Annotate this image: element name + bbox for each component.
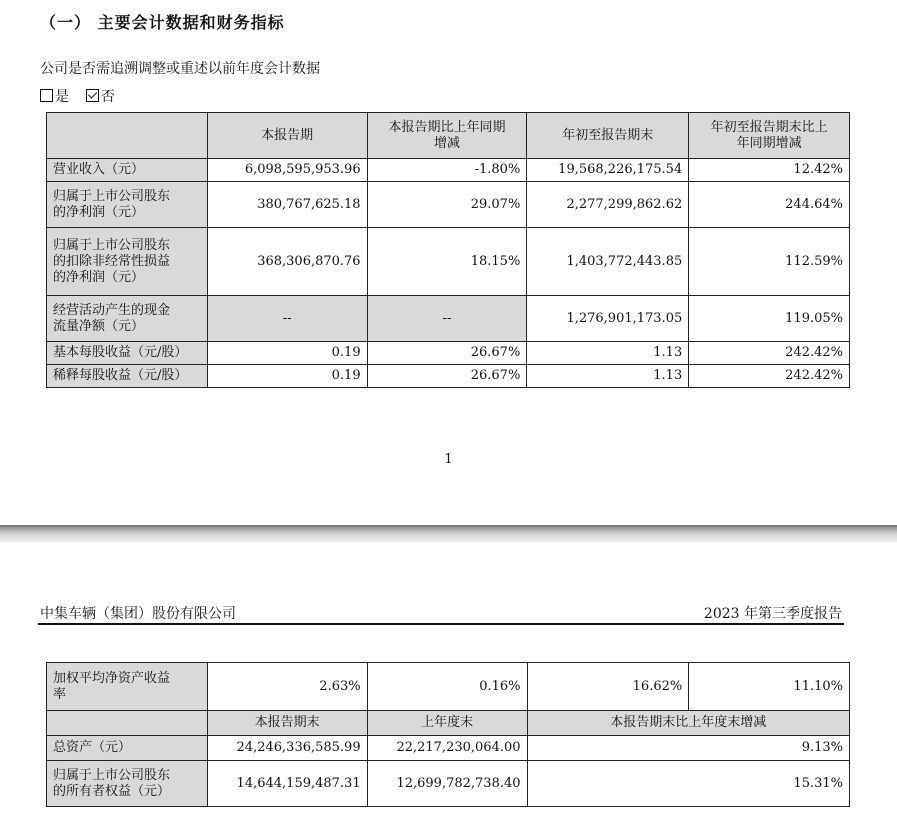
cell-value: 26.67% bbox=[367, 342, 527, 365]
section-title: （一） 主要会计数据和财务指标 bbox=[40, 13, 285, 32]
row-label: 稀释每股收益（元/股） bbox=[47, 365, 208, 388]
cell-value: 14,644,159,487.31 bbox=[207, 761, 367, 807]
cell-value: 6,098,595,953.96 bbox=[207, 159, 367, 182]
cell-value: 0.16% bbox=[367, 663, 527, 711]
footer-report-title: 2023 年第三季度报告 bbox=[703, 606, 842, 622]
row-label: 总资产（元） bbox=[47, 736, 208, 761]
cell-value: 242.42% bbox=[689, 342, 850, 365]
cell-value: 1,403,772,443.85 bbox=[527, 228, 689, 296]
footer-company: 中集车辆（集团）股份有限公司 bbox=[40, 606, 236, 622]
cell-value: 242.42% bbox=[689, 365, 850, 388]
cell-value: 2.63% bbox=[207, 663, 367, 711]
option-no-label: 否 bbox=[100, 89, 115, 105]
cell-value: 9.13% bbox=[527, 736, 849, 761]
cell-value: 12.42% bbox=[689, 159, 850, 182]
cell-value: 12,699,782,738.40 bbox=[367, 761, 527, 807]
cell-value: 15.31% bbox=[527, 761, 849, 807]
cell-value: 29.07% bbox=[367, 182, 527, 228]
cell-value: 22,217,230,064.00 bbox=[367, 736, 527, 761]
header-cell: 本报告期 bbox=[207, 113, 367, 159]
row-label: 基本每股收益（元/股） bbox=[47, 342, 208, 365]
header-cell: 上年度末 bbox=[367, 711, 527, 736]
cell-value: -1.80% bbox=[367, 159, 527, 182]
cell-value: 244.64% bbox=[689, 182, 850, 228]
cell-value: 16.62% bbox=[527, 663, 689, 711]
page-number: 1 bbox=[444, 452, 453, 467]
cell-value: 1,276,901,173.05 bbox=[527, 296, 689, 342]
restate-question: 公司是否需追溯调整或重述以前年度会计数据 bbox=[40, 61, 320, 77]
table-row bbox=[47, 159, 850, 182]
cell-value: 0.19 bbox=[207, 342, 367, 365]
cell-value: 0.19 bbox=[207, 365, 367, 388]
cell-value: 1.13 bbox=[527, 342, 689, 365]
table-row bbox=[47, 296, 850, 342]
cell-value: 18.15% bbox=[367, 228, 527, 296]
checkbox-no[interactable] bbox=[86, 89, 99, 102]
cell-value: 380,767,625.18 bbox=[207, 182, 367, 228]
table-row bbox=[47, 736, 850, 761]
header-cell: 本报告期末 bbox=[207, 711, 367, 736]
header-cell-empty bbox=[47, 711, 208, 736]
cell-value: -- bbox=[367, 296, 527, 342]
cell-value: 112.59% bbox=[689, 228, 850, 296]
header-cell-empty bbox=[47, 113, 208, 159]
table-row bbox=[47, 365, 850, 388]
checkbox-yes[interactable] bbox=[40, 89, 53, 102]
header-cell: 年初至报告期末比上 年同期增减 bbox=[689, 113, 850, 159]
row-label: 经营活动产生的现金 流量净额（元） bbox=[47, 296, 208, 342]
header-rule bbox=[38, 623, 844, 625]
cell-value: -- bbox=[207, 296, 367, 342]
header-cell: 本报告期末比上年度末增减 bbox=[527, 711, 849, 736]
cell-value: 368,306,870.76 bbox=[207, 228, 367, 296]
table-row-roe bbox=[47, 663, 850, 711]
restate-options bbox=[40, 86, 115, 106]
row-label: 归属于上市公司股东 的所有者权益（元） bbox=[47, 761, 208, 807]
row-label: 营业收入（元） bbox=[47, 159, 208, 182]
table-row bbox=[47, 228, 850, 296]
header-cell: 年初至报告期末 bbox=[527, 113, 689, 159]
cell-value: 2,277,299,862.62 bbox=[527, 182, 689, 228]
table-row bbox=[47, 342, 850, 365]
cell-value: 24,246,336,585.99 bbox=[207, 736, 367, 761]
row-label: 归属于上市公司股东 的净利润（元） bbox=[47, 182, 208, 228]
option-yes-label: 是 bbox=[55, 89, 69, 105]
table-row bbox=[47, 761, 850, 807]
cell-value: 1.13 bbox=[527, 365, 689, 388]
cell-value: 19,568,226,175.54 bbox=[527, 159, 689, 182]
table-row bbox=[47, 182, 850, 228]
table-header-row bbox=[47, 711, 850, 736]
cell-value: 119.05% bbox=[689, 296, 850, 342]
row-label: 归属于上市公司股东 的扣除非经常性损益 的净利润（元） bbox=[47, 228, 208, 296]
cell-value: 26.67% bbox=[367, 365, 527, 388]
row-label: 加权平均净资产收益 率 bbox=[47, 663, 208, 711]
main-financial-table bbox=[46, 112, 850, 388]
page-break bbox=[0, 525, 897, 543]
header-cell: 本报告期比上年同期 增减 bbox=[367, 113, 527, 159]
balance-table bbox=[46, 662, 850, 807]
table-header-row bbox=[47, 113, 850, 159]
cell-value: 11.10% bbox=[689, 663, 850, 711]
